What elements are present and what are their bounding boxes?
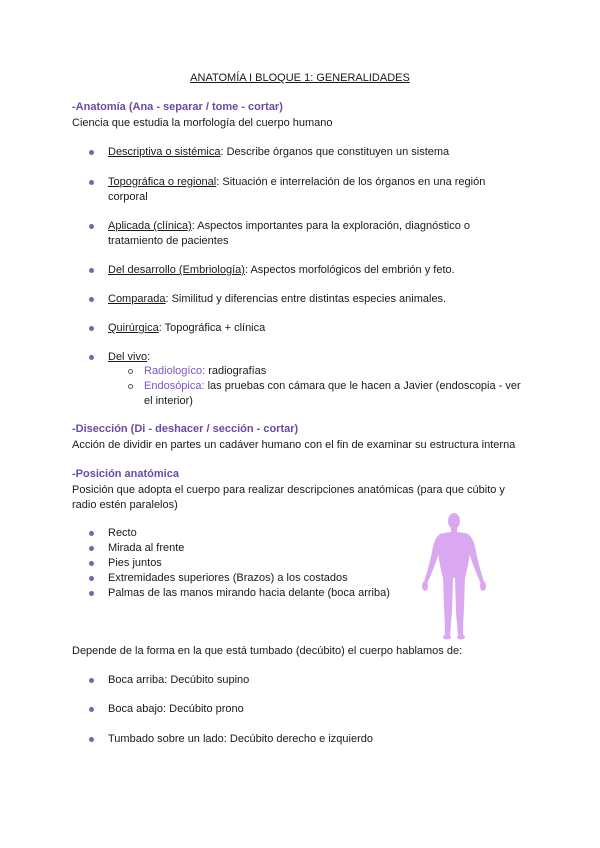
- list-item: Palmas de las manos mirando hacia delante (boca arriba): [108, 587, 390, 599]
- bullet-icon: [89, 150, 94, 155]
- diseccion-definition: Acción de dividir en partes un cadáver humano con el fin de examinar su estructura interna: [72, 439, 516, 451]
- list-item: Comparada: Similitud y diferencias entre distintas especies animales.: [108, 293, 447, 305]
- bullet-icon: [89, 355, 94, 360]
- anatomia-definition: Ciencia que estudia la morfología del cuerpo humano: [72, 117, 333, 129]
- posicion-definition-continuation: radio estén paralelos): [72, 499, 178, 511]
- bullet-icon: [89, 326, 94, 331]
- list-item: Aplicada (clínica): Aspectos importantes para la exploración, diagnóstico o: [108, 220, 470, 232]
- bullet-icon: [89, 180, 94, 185]
- list-item: Descriptiva o sistémica: Describe órganos que constituyen un sistema: [108, 146, 450, 158]
- bullet-icon: [89, 576, 94, 581]
- sub-list-item: Radiologíco: radiografías: [144, 365, 267, 377]
- bullet-icon: [89, 224, 94, 229]
- list-item-continuation: corporal: [108, 191, 148, 203]
- page-title: ANATOMÍA I BLOQUE 1: GENERALIDADES: [190, 72, 410, 84]
- section-heading-posicion: -Posición anatómica: [72, 468, 179, 480]
- bullet-icon: [89, 591, 94, 596]
- list-item: Quirúrgica: Topográfica + clínica: [108, 322, 266, 334]
- bullet-icon: [89, 561, 94, 566]
- posicion-definition: Posición que adopta el cuerpo para realizar descripciones anatómicas (para que cúbito y: [72, 484, 505, 496]
- bullet-icon: [89, 268, 94, 273]
- bullet-icon: [89, 678, 94, 683]
- list-item: Extremidades superiores (Brazos) a los costados: [108, 572, 348, 584]
- bullet-icon: [89, 707, 94, 712]
- list-item: Tumbado sobre un lado: Decúbito derecho e izquierdo: [108, 733, 373, 745]
- list-item: Topográfica o regional: Situación e interrelación de los órganos en una región: [108, 176, 486, 188]
- human-body-figure-icon: [418, 512, 490, 640]
- list-item: Recto: [108, 527, 137, 539]
- bullet-icon: [89, 546, 94, 551]
- bullet-icon: [89, 297, 94, 302]
- section-heading-anatomia: -Anatomía (Ana - separar / tome - cortar): [72, 101, 283, 113]
- list-item: Boca abajo: Decúbito prono: [108, 703, 244, 715]
- list-item: Mirada al frente: [108, 542, 185, 554]
- list-item: Boca arriba: Decúbito supino: [108, 674, 250, 686]
- sub-list-item: Endosópica: las pruebas con cámara que le hacen a Javier (endoscopia - ver: [144, 380, 521, 392]
- bullet-icon: [89, 531, 94, 536]
- sub-list-item-continuation: el interior): [144, 395, 193, 407]
- sub-bullet-icon: [128, 384, 133, 389]
- list-item: Del vivo:: [108, 351, 151, 363]
- decubito-intro: Depende de la forma en la que está tumbado (decúbito) el cuerpo hablamos de:: [72, 645, 463, 657]
- sub-bullet-icon: [128, 369, 133, 374]
- list-item: Pies juntos: [108, 557, 162, 569]
- list-item: Del desarrollo (Embriología): Aspectos morfológicos del embrión y feto.: [108, 264, 455, 276]
- section-heading-diseccion: -Disección (Di - deshacer / sección - cortar): [72, 423, 299, 435]
- list-item-continuation: tratamiento de pacientes: [108, 235, 229, 247]
- bullet-icon: [89, 737, 94, 742]
